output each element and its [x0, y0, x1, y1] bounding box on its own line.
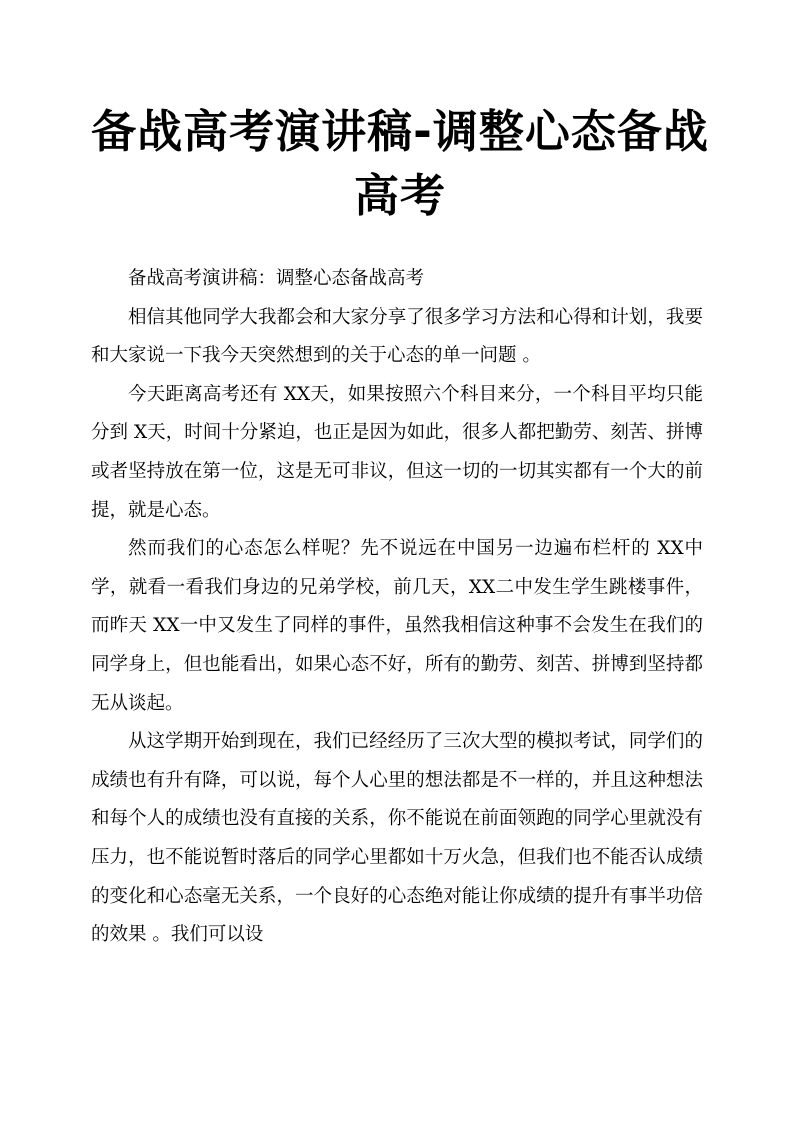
paragraph-subtitle: 备战高考演讲稿：调整心态备战高考 [128, 268, 425, 289]
document-title: 备战高考演讲稿-调整心态备战高考 [91, 105, 709, 222]
paragraph: 相信其他同学大我都会和大家分享了很多学习方法和心得和计划，我要和大家说一下我今天突然想到的关于心态的单一问题 。 [91, 306, 703, 367]
document-body [91, 260, 703, 955]
paragraph: 今天距离高考还有 XX天，如果按照六个科目来分，一个科目平均只能分到 X天，时间十分紧迫，也正是因为如此，很多人都把勤劳、刻苦、拼博或者坚持放在第一位，这是无可非议，但这一切的一切其实都有一个大的前提，就是心态。 [91, 383, 703, 521]
paragraph: 然而我们的心态怎么样呢？先不说远在中国另一边遍布栏杆的 XX中学，就看一看我们身边的兄弟学校，前几天，XX二中发生学生跳楼事件，而昨天 XX一中又发生了同样的事件，虽然我相信这种事不会发生在我们的同学身上，但也能看出，如果心态不好，所有的勤劳、刻苦、拼博到坚持都无从谈起。 [91, 538, 703, 714]
paragraph: 从这学期开始到现在，我们已经经历了三次大型的模拟考试，同学们的成绩也有升有降，可以说，每个人心里的想法都是不一样的，并且这种想法和每个人的成绩也没有直接的关系，你不能说在前面领跑的同学心里就没有压力，也不能说暂时落后的同学心里都如十万火急，但我们也不能否认成绩的变化和心态毫无关系，一个良好的心态绝对能让你成绩的提升有事半功倍的效果 。我们可以设 [91, 731, 703, 946]
